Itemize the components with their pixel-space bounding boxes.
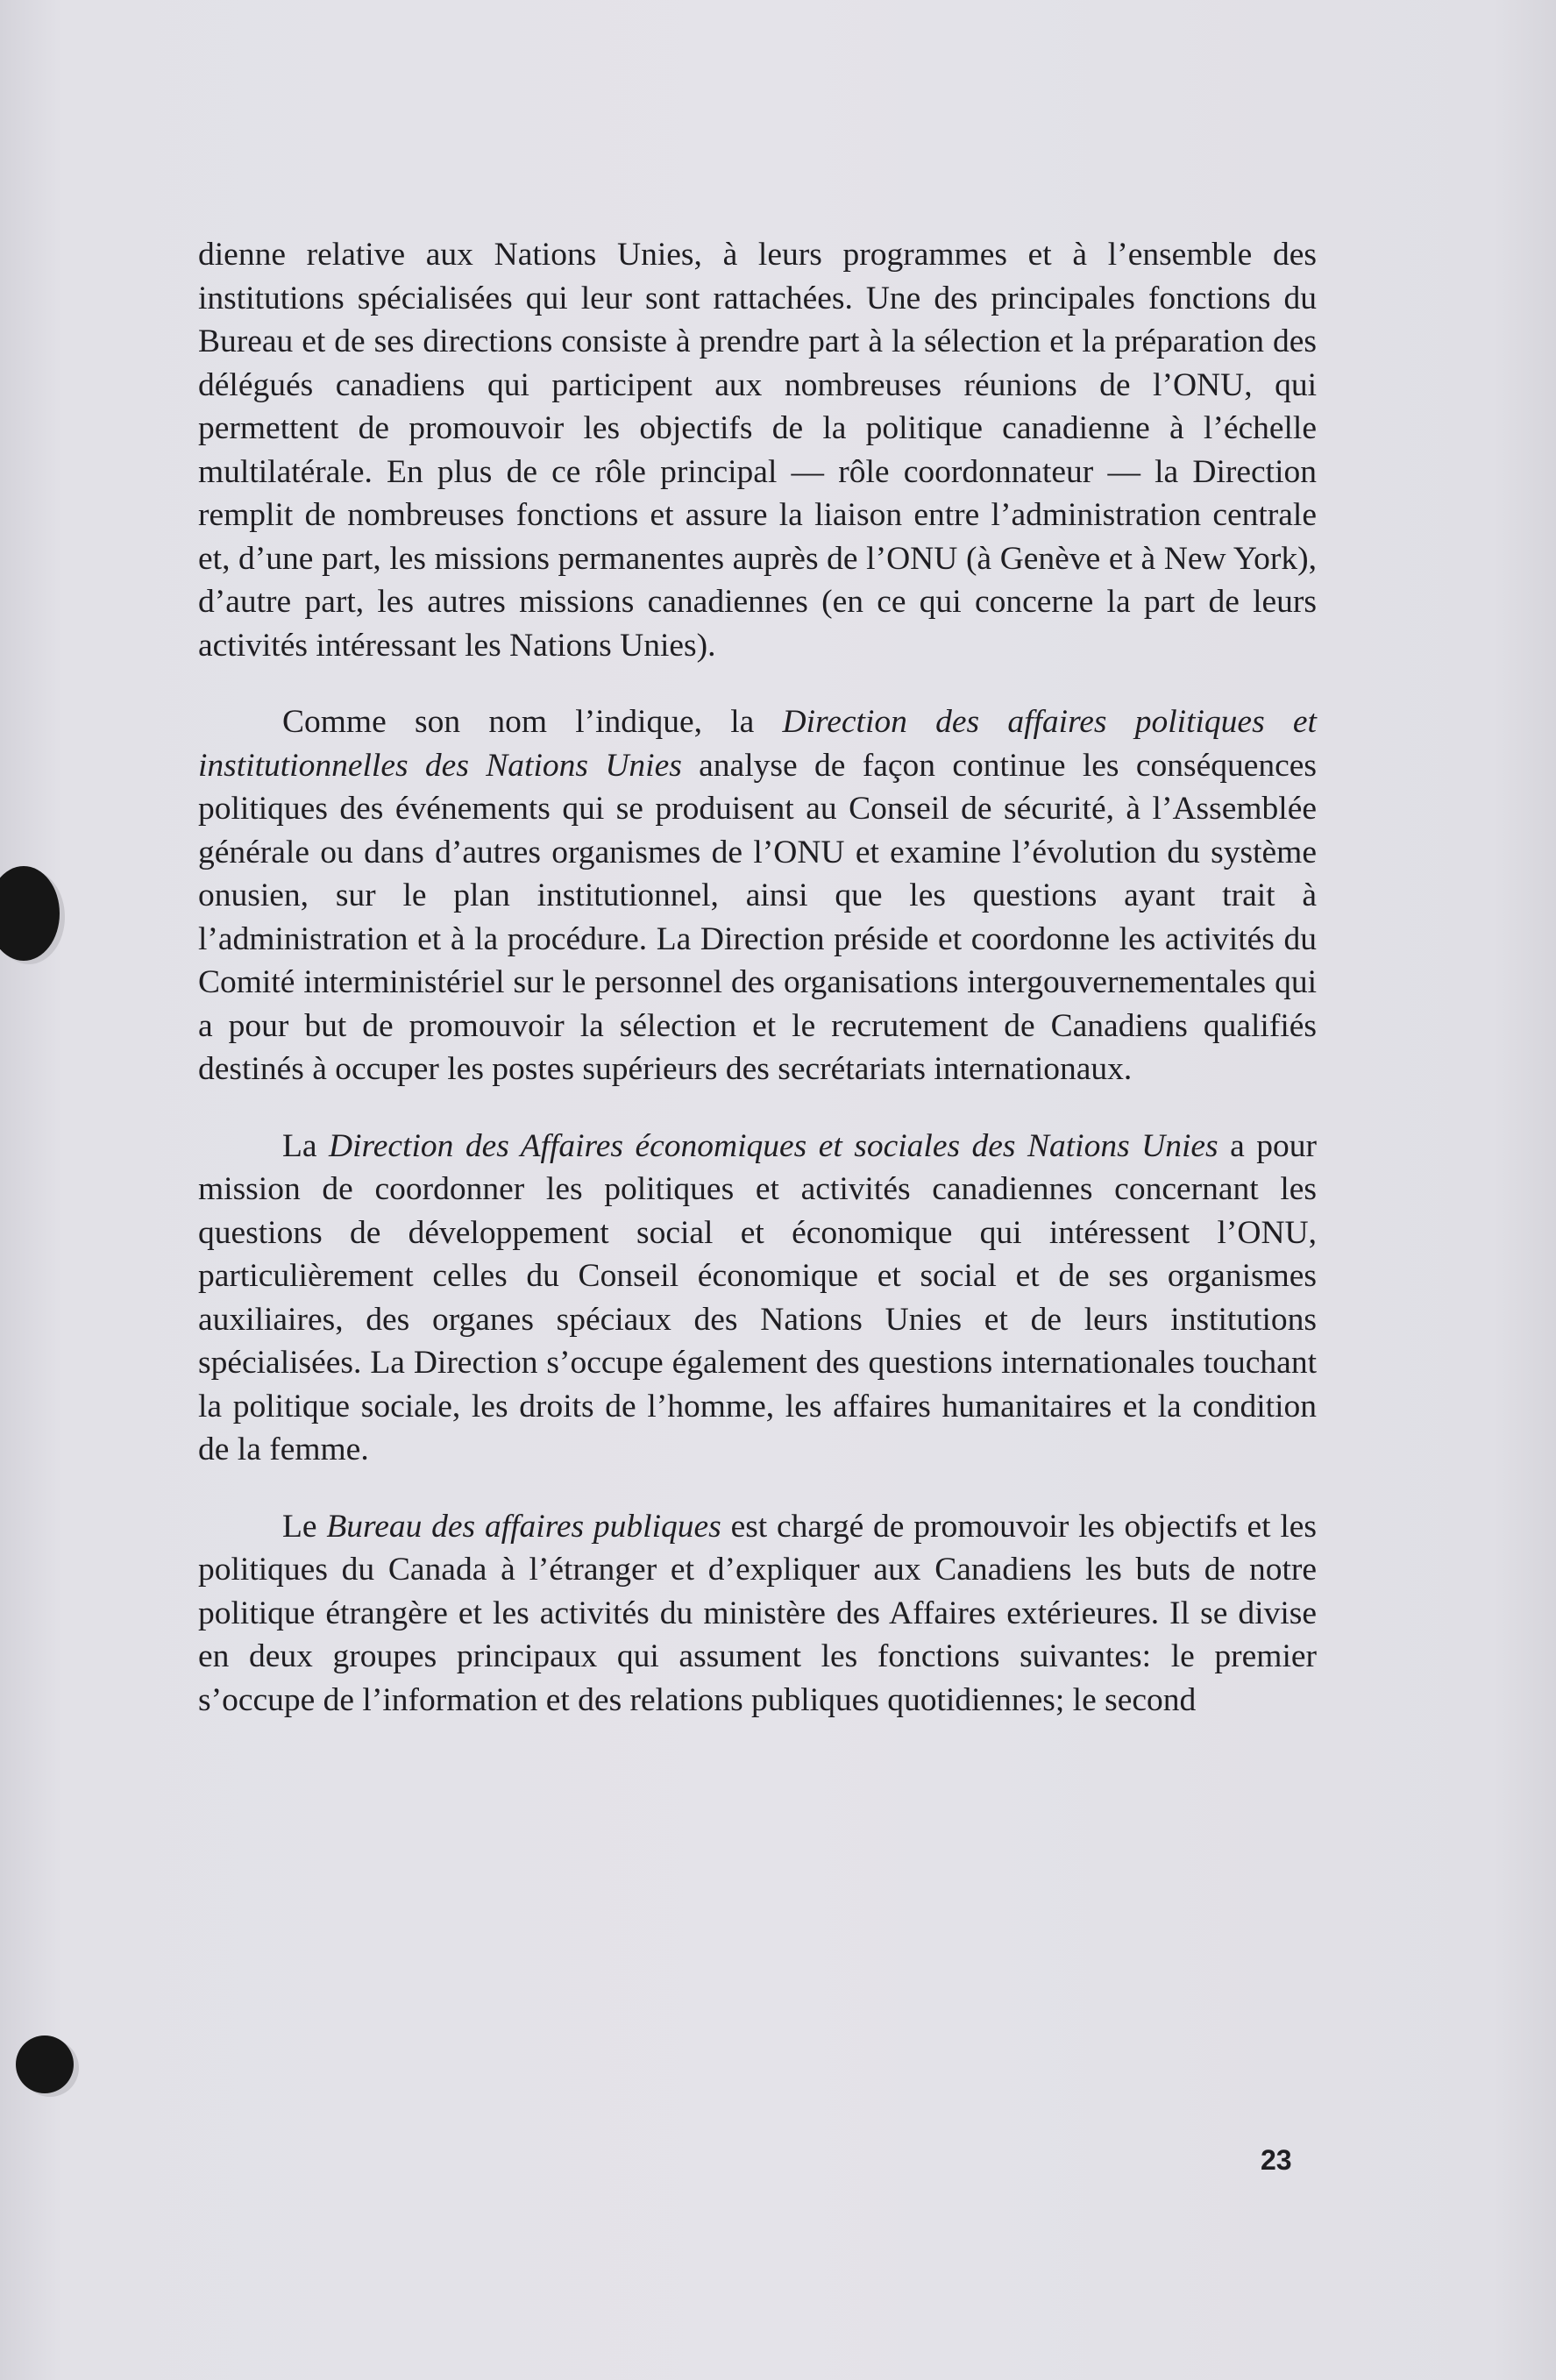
paragraph-4 bbox=[198, 1505, 1317, 1723]
paragraph-1 bbox=[198, 233, 1317, 667]
paragraph-3 bbox=[198, 1125, 1317, 1472]
body-text bbox=[198, 233, 1317, 1755]
paragraph-1-text: dienne relative aux Nations Unies, à leurs programmes et à l’ensemble des institutions spécialisées qui leur sont rattachées. Une des principales fonctions du Bureau et de ses directions consiste à prendre part à la sélection et la préparation des délégués canadiens qui participent aux nombreuses réunions de l’ONU, qui permettent de promouvoir les objectifs de la politique canadienne à l’échelle multilatérale. En plus de ce rôle principal — rôle coordonnateur — la Direction remplit de nombreuses fonctions et assure la liaison entre l’administration centrale et, d’une part, les missions permanentes auprès de l’ONU (à Genève et à New York), d’autre part, les autres missions canadiennes (en ce qui concerne la part de leurs activités intéressant les Nations Unies). bbox=[198, 237, 1317, 664]
paragraph-4-italic-term: Bureau des affaires publiques bbox=[326, 1508, 721, 1545]
paragraph-4-text-start: Le bbox=[282, 1508, 327, 1545]
paragraph-3-italic-term: Direction des Affaires économiques et sociales des Nations Unies bbox=[329, 1127, 1219, 1164]
paragraph-2-text-start: Comme son nom l’indique, la bbox=[282, 704, 783, 740]
paragraph-3-text-start: La bbox=[282, 1127, 330, 1164]
paragraph-2 bbox=[198, 700, 1317, 1091]
page-number: 23 bbox=[1261, 2144, 1292, 2176]
paragraph-2-text-end: analyse de façon continue les conséquences politiques des événements qui se produisent au Conseil de sécurité, à l’Assemblée générale ou dans d’autres organismes de l’ONU et examine l’évolution du système onusien, sur le plan institutionnel, ainsi que les questions ayant trait à l’administration et à la procédure. La Direction préside et coordonne les activités du Comité interministériel sur le personnel des organisations intergouvernementales qui a pour but de promouvoir la sélection et le recrutement de Canadiens qualifiés destinés à occuper les postes supérieurs des secrétariats internationaux. bbox=[198, 747, 1317, 1087]
paragraph-3-text-end: a pour mission de coordonner les politiques et activités canadiennes concernant les questions de développement social et économique qui intéressent l’ONU, particulièrement celles du Conseil économique et social et de ses organismes auxiliaires, des organes spéciaux des Nations Unies et de leurs institutions spécialisées. La Direction s’occupe également des questions internationales touchant la politique sociale, les droits de l’homme, les affaires humanitaires et la condition de la femme. bbox=[198, 1127, 1317, 1467]
paragraph-4-text-end: est chargé de promouvoir les objectifs et les politiques du Canada à l’étranger et d’expliquer aux Canadiens les buts de notre politique étrangère et les activités du ministère des Affaires extérieures. Il se divise en deux groupes principaux qui assument les fonctions suivantes: le premier s’occupe de l’information et des relations publiques quotidiennes; le second bbox=[198, 1508, 1317, 1718]
punch-hole-top bbox=[0, 866, 60, 961]
paragraph-2-italic-term: Direction des affaires politiques et institutionnelles des Nations Unies bbox=[198, 704, 1317, 784]
punch-hole-bottom bbox=[16, 2035, 74, 2093]
